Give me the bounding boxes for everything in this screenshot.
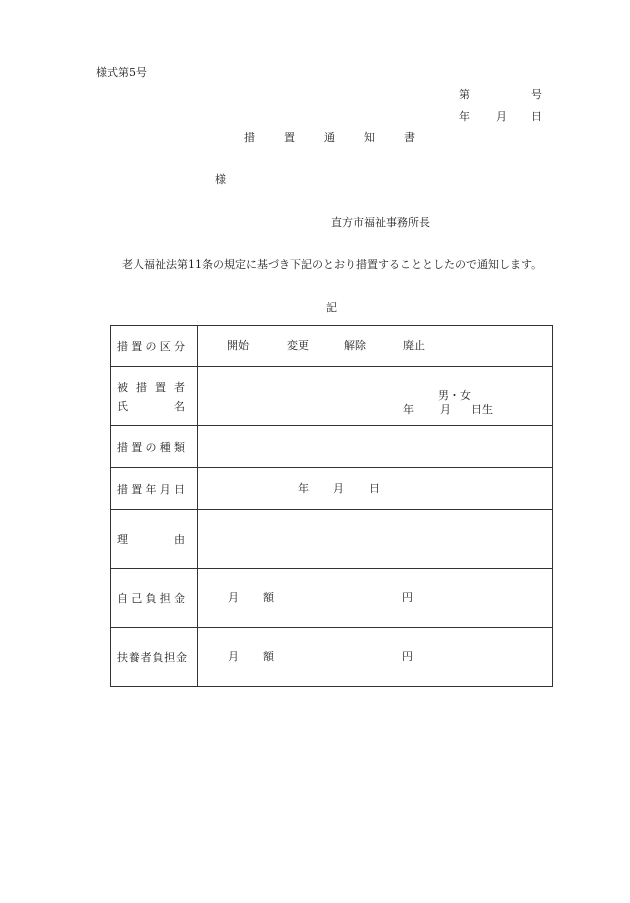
birth-day: 日生 — [471, 403, 493, 416]
ref-number-suffix: 号 — [531, 88, 542, 101]
title-char: 置 — [284, 131, 295, 144]
measure-date-field — [198, 468, 553, 510]
option-cancel: 解除 — [344, 339, 366, 352]
date-year: 年 — [459, 110, 470, 123]
gender-options: 男・女 — [438, 389, 471, 402]
record-heading: 記 — [326, 301, 337, 314]
currency-yen: 円 — [402, 650, 413, 663]
amount-label: 額 — [263, 650, 274, 663]
monthly-label: 月 — [228, 650, 239, 663]
body-text: 老人福祉法第11条の規定に基づき下記のとおり措置することとしたので通知します。 — [122, 258, 543, 271]
table-row — [111, 367, 553, 426]
recipient-name-field — [198, 367, 553, 426]
self-payment-field — [198, 569, 553, 628]
row-label-measure-type: 措 置 の 種 類 — [111, 426, 198, 468]
table-row — [111, 628, 553, 687]
row-label-recipient-name: 被 措 置 者 氏 名 — [111, 367, 198, 426]
measure-day: 日 — [369, 482, 380, 495]
measure-year: 年 — [298, 482, 309, 495]
issuer-name: 直方市福祉事務所長 — [331, 216, 430, 229]
measure-type-field — [198, 426, 553, 468]
table-row — [111, 326, 553, 367]
option-change: 変更 — [287, 339, 309, 352]
row-label-measure-category: 措 置 の 区 分 — [111, 326, 198, 367]
table-row — [111, 569, 553, 628]
table-row — [111, 468, 553, 510]
date-month: 月 — [496, 110, 507, 123]
date-day: 日 — [531, 110, 542, 123]
row-label-reason: 理 由 — [111, 510, 198, 569]
addressee-suffix: 様 — [215, 173, 226, 186]
table-row — [111, 510, 553, 569]
currency-yen: 円 — [402, 591, 413, 604]
title-char: 書 — [404, 131, 415, 144]
title-char: 知 — [364, 131, 375, 144]
ref-number-prefix: 第 — [459, 88, 470, 101]
option-abolish: 廃止 — [403, 339, 425, 352]
birth-year: 年 — [403, 403, 414, 416]
row-label-measure-date: 措 置 年 月 日 — [111, 468, 198, 510]
row-label-supporter-payment: 扶 養 者 負 担 金 — [111, 628, 198, 687]
measure-table — [110, 325, 553, 687]
table-row — [111, 426, 553, 468]
birth-month: 月 — [440, 403, 451, 416]
option-start: 開始 — [227, 339, 249, 352]
measure-month: 月 — [333, 482, 344, 495]
reason-field — [198, 510, 553, 569]
form-number: 様式第5号 — [96, 66, 147, 79]
measure-category-options — [198, 326, 553, 367]
row-label-self-payment: 自 己 負 担 金 — [111, 569, 198, 628]
supporter-payment-field — [198, 628, 553, 687]
title-char: 措 — [244, 131, 255, 144]
monthly-label: 月 — [228, 591, 239, 604]
amount-label: 額 — [263, 591, 274, 604]
title-char: 通 — [324, 131, 335, 144]
